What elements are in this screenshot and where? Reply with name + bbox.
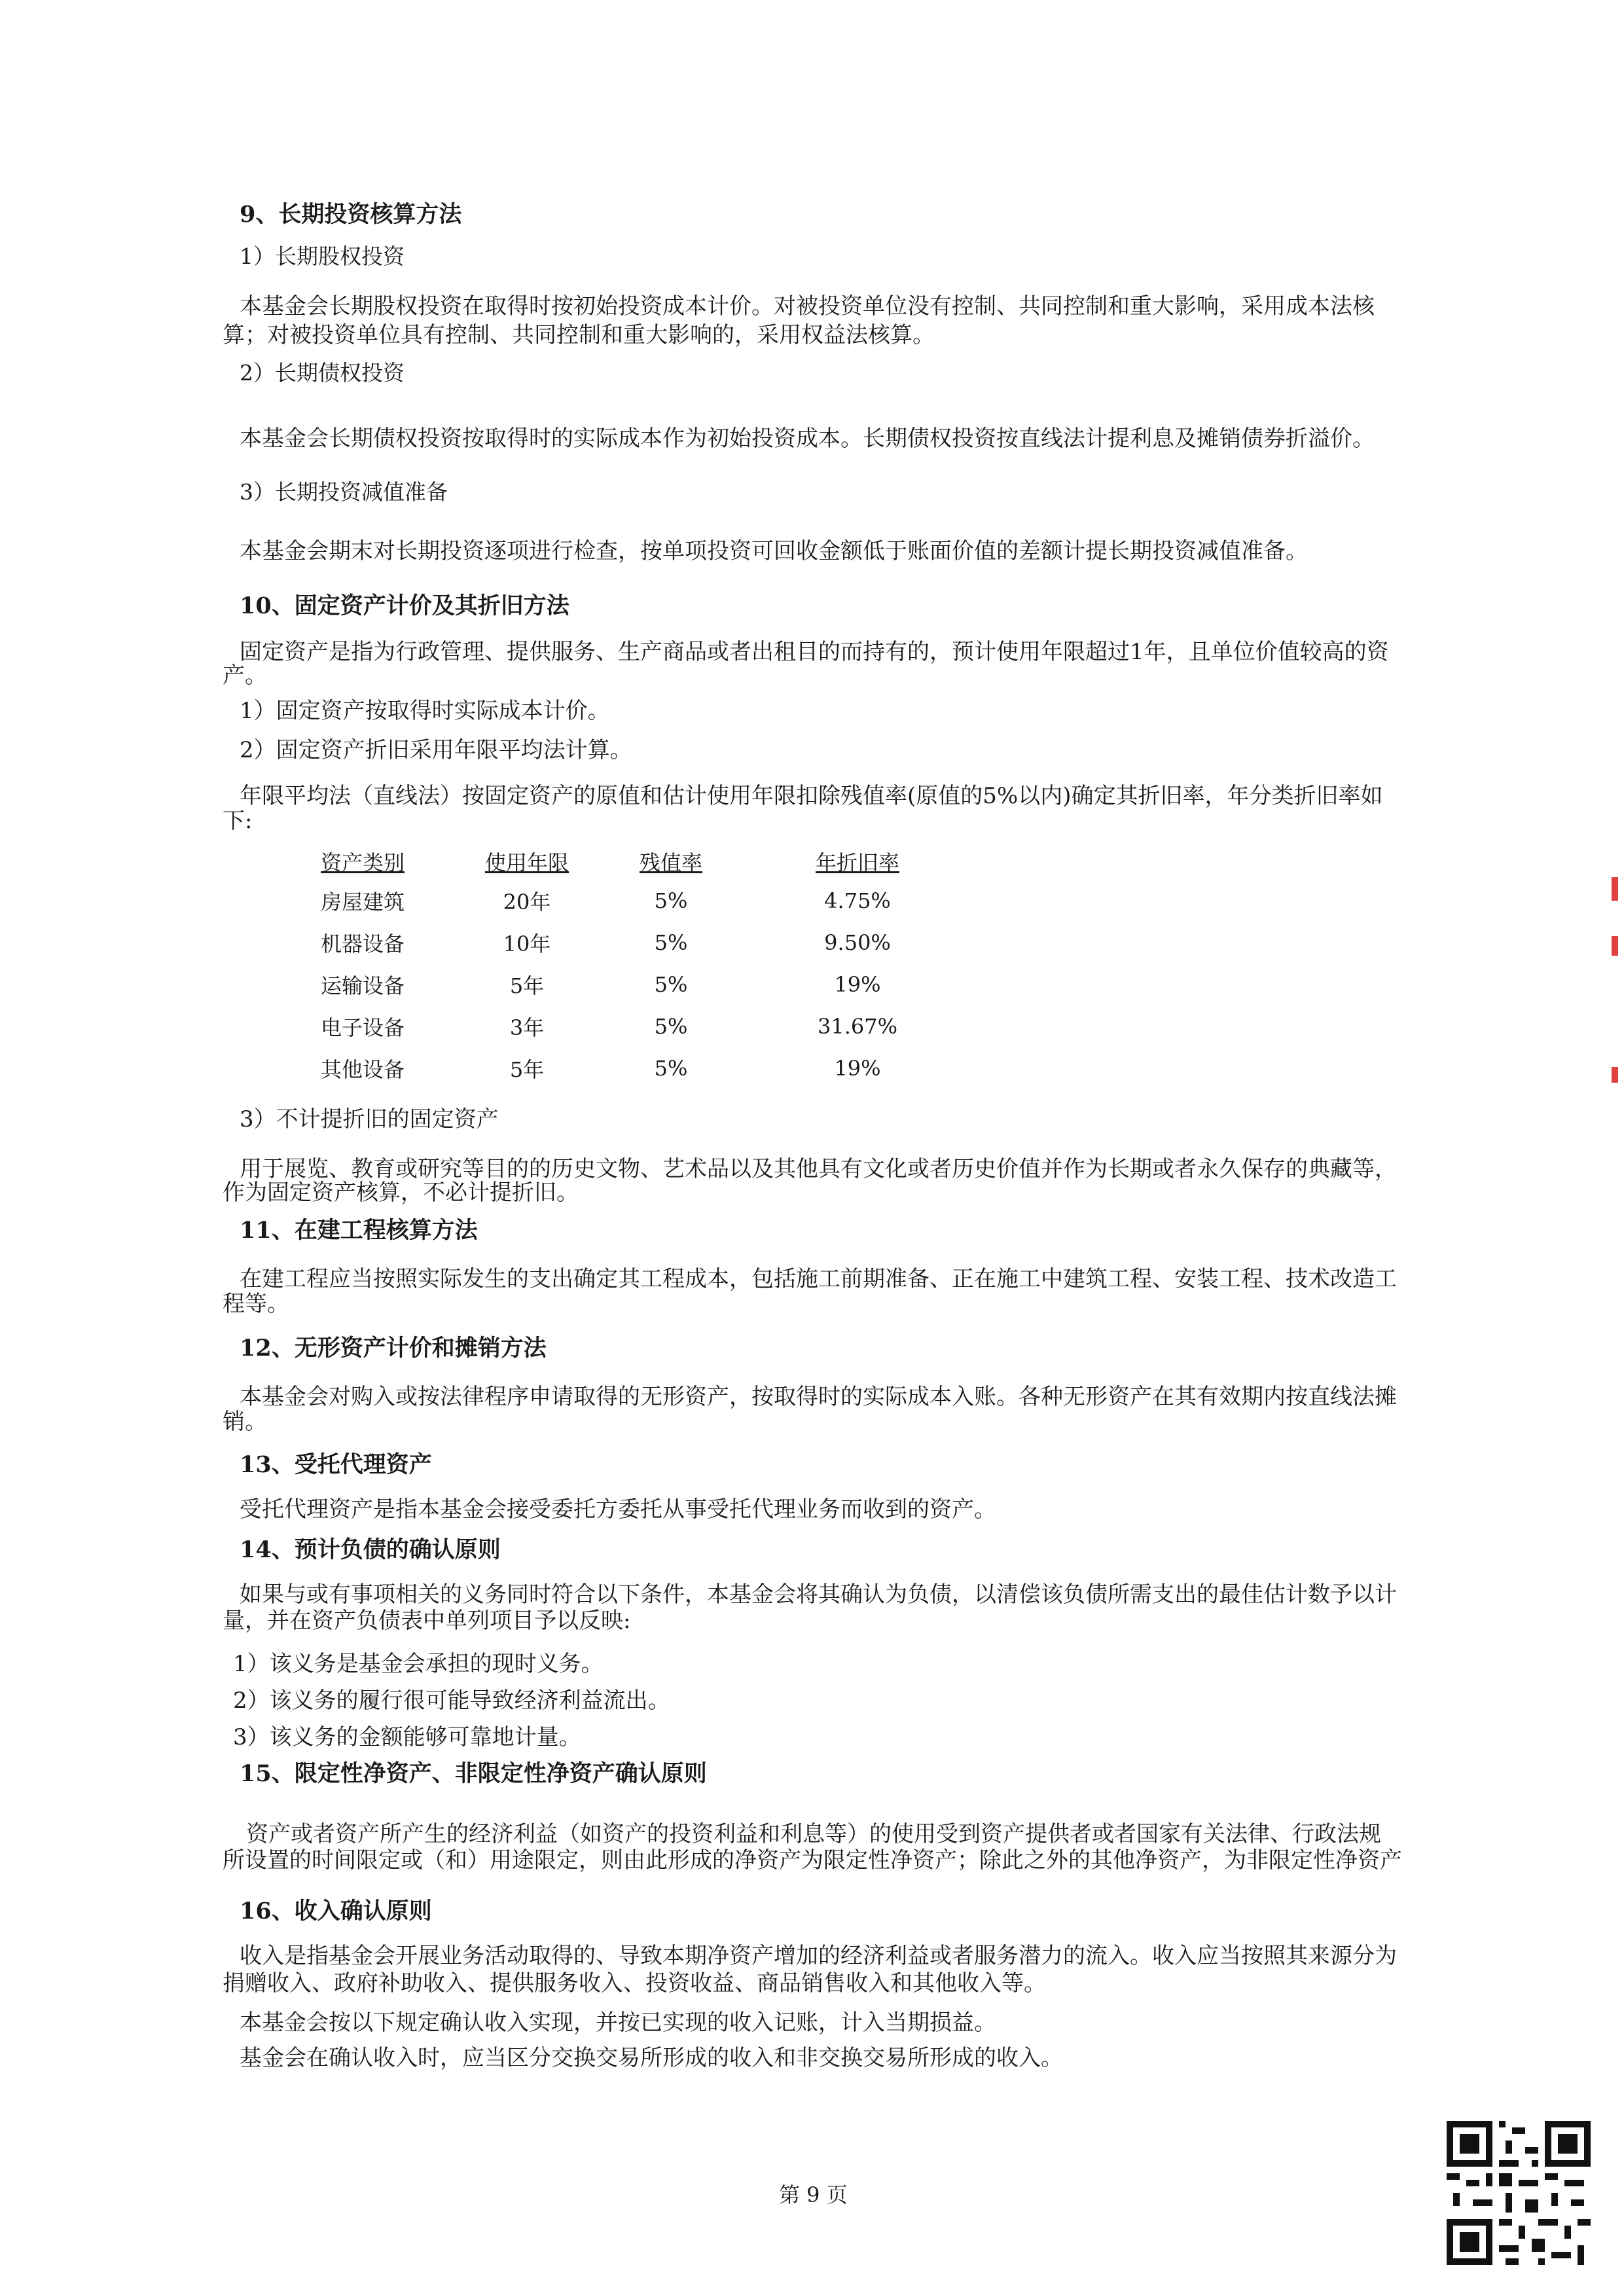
table-cell: 19% — [834, 972, 881, 997]
table-row — [301, 922, 969, 964]
table-header-row — [301, 843, 969, 880]
section-9-sub3: 3）长期投资减值准备 — [240, 479, 448, 505]
table-row — [301, 880, 969, 922]
table-cell: 31.67% — [817, 1014, 897, 1039]
column-header: 使用年限 — [484, 850, 569, 875]
table-cell: 5年 — [509, 1057, 545, 1082]
section-13-heading: 13、受托代理资产 — [240, 1451, 432, 1478]
section-14-p-line2: 量，并在资产负债表中单列项目予以反映: — [223, 1608, 631, 1634]
section-10-p3-line1: 用于展览、教育或研究等目的的历史文物、艺术品以及其他具有文化或者历史价值并作为长期或者永久保存的典藏等， — [240, 1156, 1397, 1182]
section-16-p1-line2: 捐赠收入、政府补助收入、提供服务收入、投资收益、商品销售收入和其他收入等。 — [223, 1970, 1046, 1997]
table-cell: 9.50% — [824, 930, 891, 955]
table-cell: 运输设备 — [321, 973, 405, 998]
section-10-p2-line1: 年限平均法（直线法）按固定资产的原值和估计使用年限扣除残值率(原值的5%以内)确定其折旧率，年分类折旧率如 — [240, 783, 1383, 809]
table-cell: 5% — [654, 972, 688, 997]
section-16-p1-line1: 收入是指基金会开展业务活动取得的、导致本期净资产增加的经济利益或者服务潜力的流入。收入应当按照其来源分为 — [240, 1943, 1397, 1969]
table-row — [301, 964, 969, 1005]
column-header: 残值率 — [639, 850, 702, 875]
table-cell: 5% — [654, 888, 688, 913]
stamp-mark — [1612, 936, 1618, 956]
section-12-p-line2: 销。 — [223, 1409, 267, 1435]
section-14-p-line1: 如果与或有事项相关的义务同时符合以下条件，本基金会将其确认为负债，以清偿该负债所需支出的最佳估计数予以计 — [240, 1581, 1397, 1608]
table-row — [301, 1005, 969, 1047]
table-cell: 机器设备 — [321, 931, 405, 956]
section-9-p1-line1: 本基金会长期股权投资在取得时按初始投资成本计价。对被投资单位没有控制、共同控制和重大影响，采用成本法核 — [240, 293, 1375, 319]
section-9-p2: 本基金会长期债权投资按取得时的实际成本作为初始投资成本。长期债权投资按直线法计提利息及摊销债券折溢价。 — [240, 425, 1375, 452]
table-cell: 10年 — [503, 931, 551, 956]
table-cell: 19% — [834, 1056, 881, 1081]
section-14-heading: 14、预计负债的确认原则 — [240, 1536, 501, 1563]
section-16-p2: 本基金会按以下规定确认收入实现，并按已实现的收入记账，计入当期损益。 — [240, 2010, 996, 2036]
stamp-mark — [1612, 877, 1618, 901]
section-9-p1-line2: 算；对被投资单位具有控制、共同控制和重大影响的，采用权益法核算。 — [223, 322, 935, 348]
section-14-item3: 3）该义务的金额能够可靠地计量。 — [233, 1724, 581, 1750]
table-cell: 5年 — [509, 973, 545, 998]
section-10-p3-line2: 作为固定资产核算，不必计提折旧。 — [223, 1180, 579, 1206]
table-cell: 其他设备 — [321, 1057, 405, 1082]
table-cell: 5% — [654, 930, 688, 955]
section-11-p-line2: 程等。 — [223, 1291, 289, 1317]
section-10-item2: 2）固定资产折旧采用年限平均法计算。 — [240, 737, 632, 763]
section-9-sub2: 2）长期债权投资 — [240, 360, 405, 386]
section-15-heading: 15、限定性净资产、非限定性净资产确认原则 — [240, 1760, 707, 1787]
section-16-p3: 基金会在确认收入时，应当区分交换交易所形成的收入和非交换交易所形成的收入。 — [240, 2045, 1063, 2071]
section-10-item1: 1）固定资产按取得时实际成本计价。 — [240, 698, 610, 724]
section-9-p3: 本基金会期末对长期投资逐项进行检查，按单项投资可回收金额低于账面价值的差额计提长期投资减值准备。 — [240, 538, 1308, 564]
section-11-p-line1: 在建工程应当按照实际发生的支出确定其工程成本，包括施工前期准备、正在施工中建筑工程、安装工程、技术改造工 — [240, 1266, 1397, 1292]
table-cell: 房屋建筑 — [321, 890, 405, 914]
section-10-p2-line2: 下: — [223, 808, 253, 834]
column-header: 年折旧率 — [815, 850, 899, 875]
section-15-p-line1: 资产或者资产所产生的经济利益（如资产的投资利益和利息等）的使用受到资产提供者或者国家有关法律、行政法规 — [246, 1821, 1381, 1847]
qr-code-icon — [1447, 2121, 1591, 2265]
table-cell: 4.75% — [824, 888, 891, 913]
column-header: 资产类别 — [321, 850, 405, 875]
section-9-heading: 9、长期投资核算方法 — [240, 201, 462, 228]
section-10-p1-line2: 产。 — [223, 662, 267, 689]
section-10-p1-line1: 固定资产是指为行政管理、提供服务、生产商品或者出租目的而持有的，预计使用年限超过1年，且单位价值较高的资 — [240, 639, 1389, 665]
table-cell: 3年 — [509, 1015, 545, 1040]
section-11-heading: 11、在建工程核算方法 — [240, 1217, 478, 1244]
section-14-item2: 2）该义务的履行很可能导致经济利益流出。 — [233, 1688, 670, 1714]
section-9-sub1: 1）长期股权投资 — [240, 244, 405, 269]
table-cell: 5% — [654, 1014, 688, 1039]
section-12-heading: 12、无形资产计价和摊销方法 — [240, 1335, 547, 1362]
table-cell: 20年 — [503, 890, 551, 914]
section-13-p: 受托代理资产是指本基金会接受委托方委托从事受托代理业务而收到的资产。 — [240, 1496, 996, 1523]
section-15-p-line2: 所设置的时间限定或（和）用途限定，则由此形成的净资产为限定性净资产；除此之外的其他净资产，为非限定性净资产 — [223, 1847, 1402, 1873]
table-cell: 电子设备 — [321, 1015, 405, 1040]
section-14-item1: 1）该义务是基金会承担的现时义务。 — [233, 1651, 604, 1677]
section-10-item3: 3）不计提折旧的固定资产 — [240, 1106, 499, 1132]
section-10-heading: 10、固定资产计价及其折旧方法 — [240, 592, 569, 619]
table-row — [301, 1047, 969, 1089]
section-16-heading: 16、收入确认原则 — [240, 1898, 432, 1925]
table-cell: 5% — [654, 1056, 688, 1081]
depreciation-table — [301, 843, 969, 1089]
section-12-p-line1: 本基金会对购入或按法律程序申请取得的无形资产，按取得时的实际成本入账。各种无形资产在其有效期内按直线法摊 — [240, 1384, 1397, 1410]
stamp-mark — [1612, 1067, 1618, 1083]
page-number: 第 9 页 — [779, 2182, 848, 2207]
